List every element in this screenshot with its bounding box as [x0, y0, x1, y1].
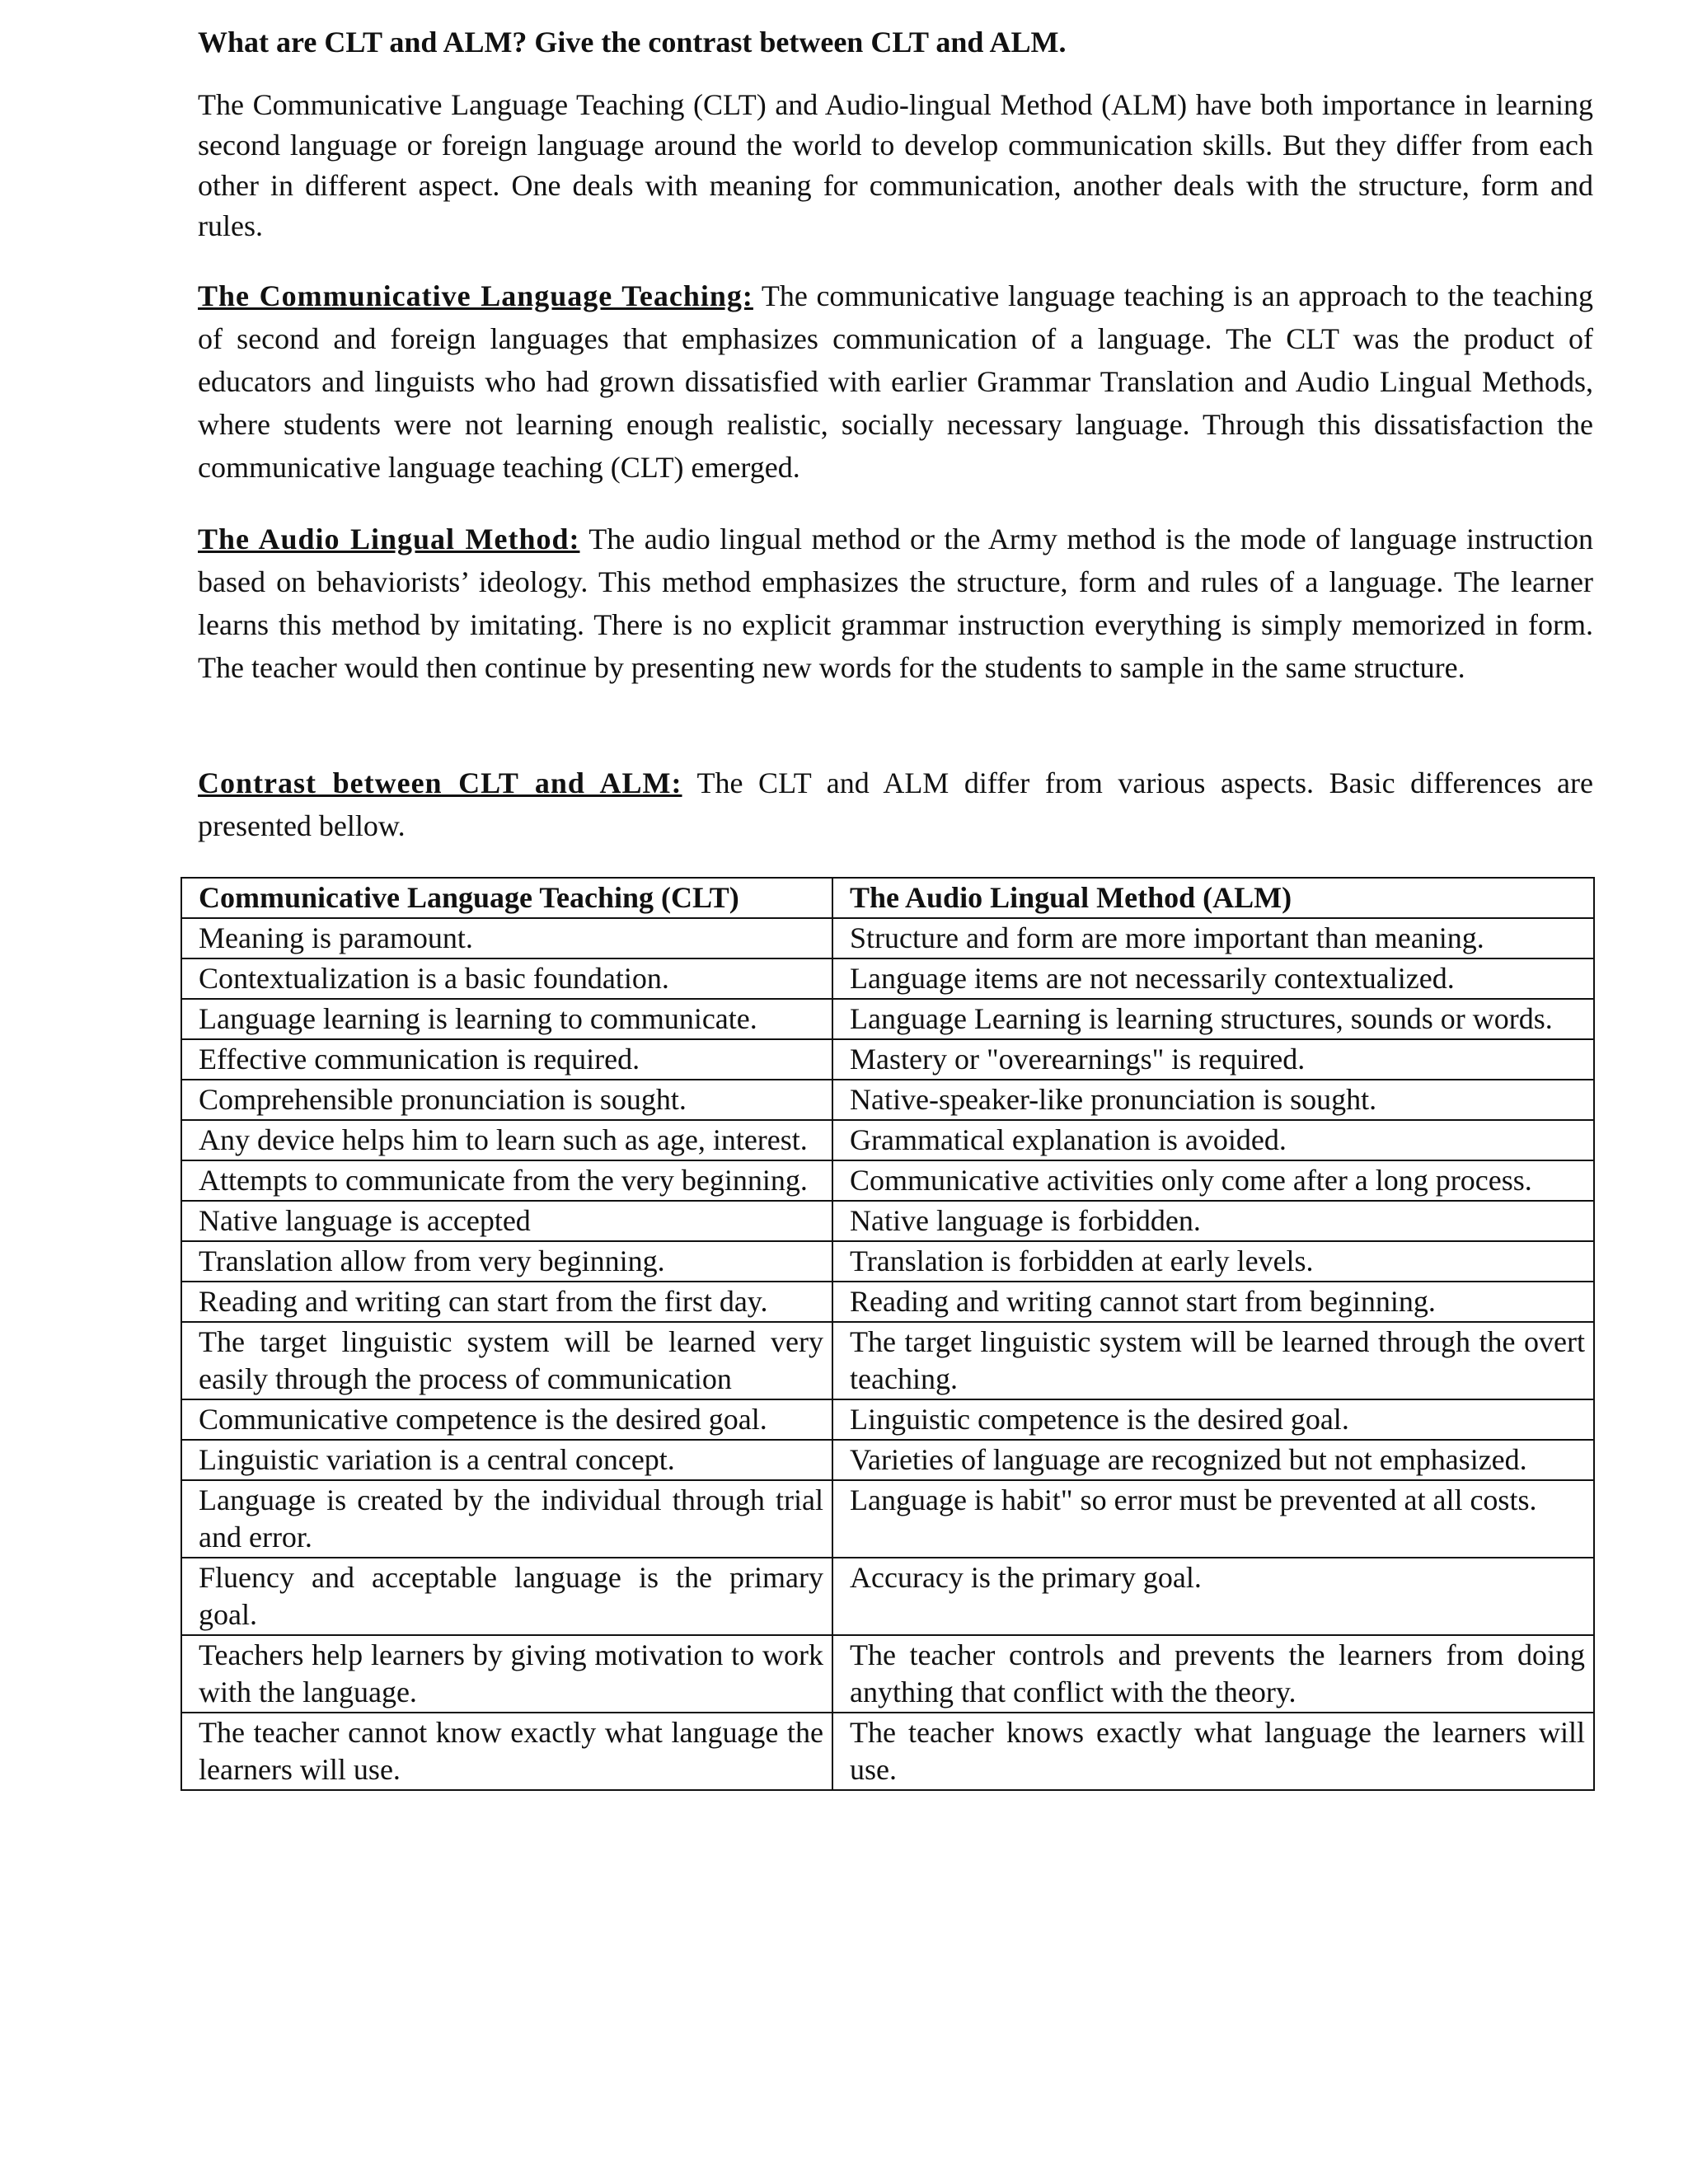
table-header-row	[181, 878, 1594, 918]
clt-paragraph	[198, 274, 1593, 489]
alm-cell: The teacher controls and prevents the learners from doing anything that conflict with the theory.	[832, 1635, 1594, 1713]
clt-cell: Teachers help learners by giving motivation to work with the language.	[181, 1635, 832, 1713]
alm-cell: Native-speaker-like pronunciation is sought.	[832, 1080, 1594, 1120]
table-row	[181, 1399, 1594, 1440]
clt-cell: Contextualization is a basic foundation.	[181, 958, 832, 999]
alm-heading: The Audio Lingual Method:	[198, 523, 580, 555]
alm-cell: Reading and writing cannot start from beginning.	[832, 1282, 1594, 1322]
alm-cell: Language items are not necessarily contextualized.	[832, 958, 1594, 999]
table-row	[181, 1120, 1594, 1160]
table-row	[181, 1635, 1594, 1713]
clt-cell: Fluency and acceptable language is the primary goal.	[181, 1558, 832, 1635]
header-clt: Communicative Language Teaching (CLT)	[181, 878, 832, 918]
table-row	[181, 1282, 1594, 1322]
clt-cell: Reading and writing can start from the first day.	[181, 1282, 832, 1322]
clt-cell: The teacher cannot know exactly what language the learners will use.	[181, 1713, 832, 1790]
table-row	[181, 1241, 1594, 1282]
table-row	[181, 1039, 1594, 1080]
clt-heading: The Communicative Language Teaching:	[198, 279, 753, 312]
alm-cell: Native language is forbidden.	[832, 1201, 1594, 1241]
table-row	[181, 958, 1594, 999]
clt-cell: Any device helps him to learn such as age, interest.	[181, 1120, 832, 1160]
table-body	[181, 918, 1594, 1790]
clt-cell: Translation allow from very beginning.	[181, 1241, 832, 1282]
alm-cell: Translation is forbidden at early levels.	[832, 1241, 1594, 1282]
clt-cell: Meaning is paramount.	[181, 918, 832, 958]
clt-body: The communicative language teaching is an approach to the teaching of second and foreign languages that emphasizes communication of a language. The CLT was the product of educators and linguists who had grown dissatisfied with earlier Grammar Translation and Audio Lingual Methods, where students were not learning enough realistic, socially necessary language. Through this dissatisfaction the communicative language teaching (CLT) emerged.	[198, 279, 1593, 484]
alm-cell: Grammatical explanation is avoided.	[832, 1120, 1594, 1160]
alm-cell: Accuracy is the primary goal.	[832, 1558, 1594, 1635]
table-row	[181, 1160, 1594, 1201]
alm-cell: Communicative activities only come after a long process.	[832, 1160, 1594, 1201]
alm-paragraph	[198, 518, 1593, 689]
clt-cell: Language is created by the individual through trial and error.	[181, 1480, 832, 1558]
clt-cell: Comprehensible pronunciation is sought.	[181, 1080, 832, 1120]
table-row	[181, 1201, 1594, 1241]
alm-cell: Linguistic competence is the desired goal.	[832, 1399, 1594, 1440]
contrast-paragraph	[198, 762, 1593, 847]
table-row	[181, 1480, 1594, 1558]
clt-cell: Linguistic variation is a central concept.	[181, 1440, 832, 1480]
table-row	[181, 1440, 1594, 1480]
alm-cell: The teacher knows exactly what language the learners will use.	[832, 1713, 1594, 1790]
clt-cell: Attempts to communicate from the very beginning.	[181, 1160, 832, 1201]
alm-cell: Language Learning is learning structures, sounds or words.	[832, 999, 1594, 1039]
question-heading: What are CLT and ALM? Give the contrast between CLT and ALM.	[198, 26, 1067, 59]
alm-cell: Language is habit" so error must be prevented at all costs.	[832, 1480, 1594, 1558]
alm-cell: The target linguistic system will be learned through the overt teaching.	[832, 1322, 1594, 1399]
alm-cell: Structure and form are more important than meaning.	[832, 918, 1594, 958]
contrast-heading: Contrast between CLT and ALM:	[198, 766, 682, 799]
clt-cell: Communicative competence is the desired goal.	[181, 1399, 832, 1440]
clt-cell: Native language is accepted	[181, 1201, 832, 1241]
table-row	[181, 999, 1594, 1039]
table-row	[181, 1713, 1594, 1790]
clt-cell: Effective communication is required.	[181, 1039, 832, 1080]
table-row	[181, 1558, 1594, 1635]
clt-cell: Language learning is learning to communicate.	[181, 999, 832, 1039]
contrast-body: The CLT and ALM differ from various aspects. Basic differences are presented bellow.	[198, 766, 1593, 842]
contrast-table	[181, 877, 1595, 1791]
table-row	[181, 918, 1594, 958]
table-row	[181, 1322, 1594, 1399]
clt-cell: The target linguistic system will be learned very easily through the process of communication	[181, 1322, 832, 1399]
alm-cell: Mastery or "overearnings" is required.	[832, 1039, 1594, 1080]
intro-paragraph: The Communicative Language Teaching (CLT) and Audio-lingual Method (ALM) have both importance in learning second language or foreign language around the world to develop communication skills. But they differ from each other in different aspect. One deals with meaning for communication, another deals with the structure, form and rules.	[198, 88, 1593, 242]
alm-body: The audio lingual method or the Army method is the mode of language instruction based on behaviorists’ ideology. This method emphasizes the structure, form and rules of a language. The learner learns this method by imitating. There is no explicit grammar instruction everything is simply memorized in form. The teacher would then continue by presenting new words for the students to sample in the same structure.	[198, 523, 1593, 684]
table-row	[181, 1080, 1594, 1120]
header-alm: The Audio Lingual Method (ALM)	[832, 878, 1594, 918]
alm-cell: Varieties of language are recognized but not emphasized.	[832, 1440, 1594, 1480]
